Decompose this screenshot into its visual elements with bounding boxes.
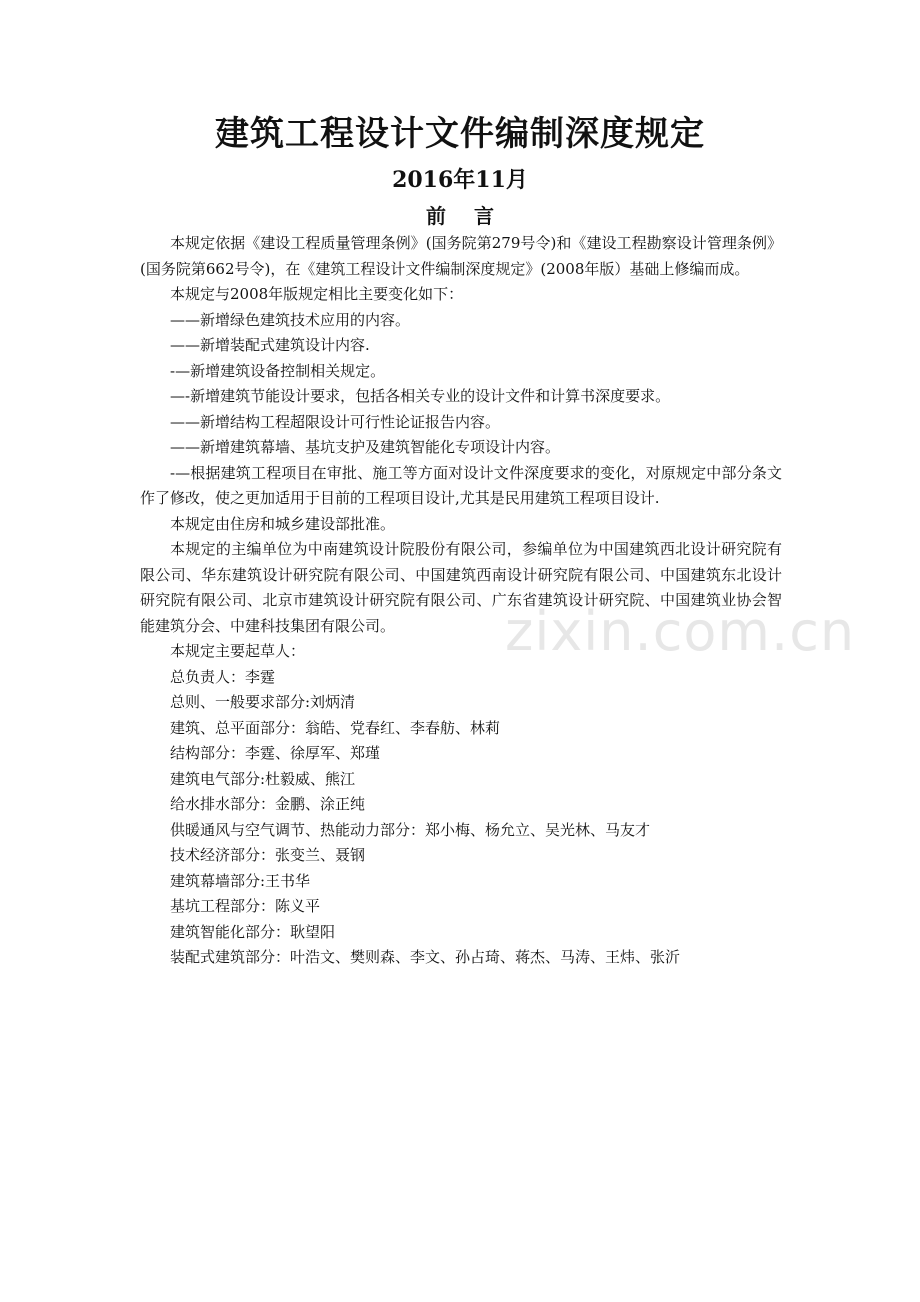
- document-date: 2016年11月: [392, 167, 528, 193]
- drafter-foundation-pit: 基坑工程部分：陈义平: [170, 897, 321, 915]
- change-item-equipment-control: -—新增建筑设备控制相关规定。: [170, 361, 386, 380]
- change-item-green-building: ——新增绿色建筑技术应用的内容。: [170, 310, 411, 329]
- drafter-chief: 总负责人：李霆: [170, 667, 276, 686]
- paragraph-editors: 本规定的主编单位为中南建筑设计院股份有限公司，参编单位为中国建筑西北设计研究院有限公司、华东建筑设计研究院有限公司、中国建筑西南设计研究院有限公司、中国建筑东北设计研究院有限公司、北京市建筑设计研究院有限公司、广东省建筑设计研究院、中国建筑业协会智能建筑分会、中建科技集团有限公司。: [140, 540, 782, 635]
- drafter-economics: 技术经济部分：张变兰、聂钢: [170, 846, 366, 864]
- drafter-general: 总则、一般要求部分:刘炳清: [170, 693, 356, 711]
- paragraph-changes-intro: 本规定与2008年版规定相比主要变化如下：: [170, 285, 464, 303]
- drafter-architecture: 建筑、总平面部分：翁皓、党春红、李春舫、林莉: [170, 718, 501, 737]
- watermark: zixin.com.cn: [505, 600, 856, 663]
- preface-heading: 前言: [426, 204, 522, 228]
- drafter-hvac: 供暖通风与空气调节、热能动力部分：郑小梅、杨允立、吴光林、马友才: [170, 820, 651, 839]
- document-title: 建筑工程设计文件编制深度规定: [215, 114, 705, 154]
- drafter-electrical: 建筑电气部分:杜毅威、熊江: [170, 769, 356, 788]
- drafter-plumbing: 给水排水部分：金鹏、涂正纯: [170, 795, 366, 813]
- drafter-prefab-building: 装配式建筑部分：叶浩文、樊则森、李文、孙占琦、蒋杰、马涛、王炜、张沂: [170, 948, 681, 966]
- paragraph-approval: 本规定由住房和城乡建设部批准。: [170, 514, 396, 533]
- drafter-intelligent-building: 建筑智能化部分：耿望阳: [170, 922, 336, 941]
- change-item-energy-saving: —-新增建筑节能设计要求，包括各相关专业的设计文件和计算书深度要求。: [170, 387, 671, 405]
- change-item-prefab-building: ——新增装配式建筑设计内容.: [170, 336, 370, 354]
- paragraph-drafters-intro: 本规定主要起草人：: [170, 642, 306, 660]
- change-item-structure-overlimit: ——新增结构工程超限设计可行性论证报告内容。: [170, 412, 501, 431]
- preface-body: [140, 231, 782, 971]
- paragraph-basis: 本规定依据《建设工程质量管理条例》(国务院第279号令)和《建设工程勘察设计管理条例》(国务院第662号令)，在《建筑工程设计文件编制深度规定》(2008年版）基础上修编而成。: [140, 234, 782, 278]
- drafter-structure: 结构部分：李霆、徐厚军、郑瑾: [170, 744, 381, 762]
- change-item-revision: -—根据建筑工程项目在审批、施工等方面对设计文件深度要求的变化，对原规定中部分条文作了修改，使之更加适用于目前的工程项目设计,尤其是民用建筑工程项目设计.: [140, 463, 782, 507]
- change-item-special-design: ——新增建筑幕墙、基坑支护及建筑智能化专项设计内容。: [170, 438, 561, 456]
- drafter-curtain-wall: 建筑幕墙部分:王书华: [170, 871, 311, 890]
